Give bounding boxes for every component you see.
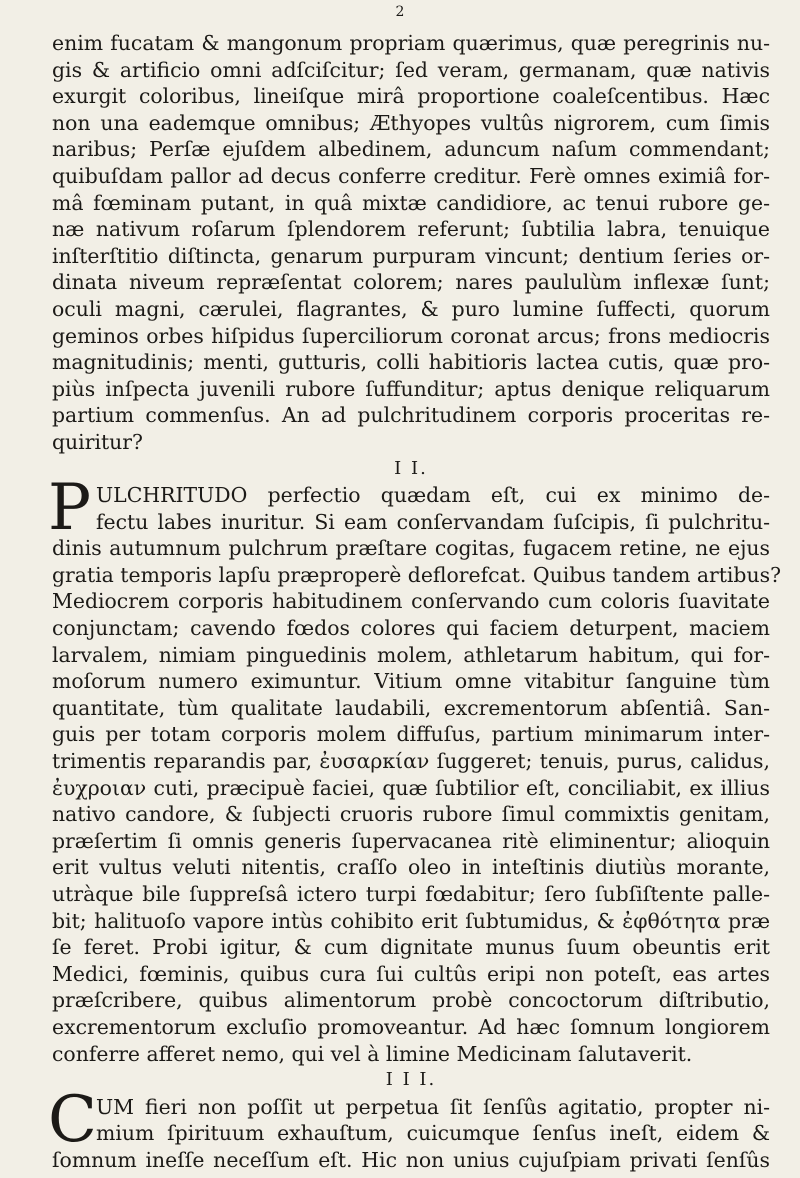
paragraph-3 [48, 1082, 770, 1174]
text-line: mâ fœminam putant, in quâ mixtæ candidiore, ac tenui rubore ge- [52, 190, 770, 215]
text-line: Medici, fœminis, quibus cura ſui cultûs eripi non poteſt, eas artes [52, 961, 770, 986]
text-line: næ nativum roſarum ſplendorem referunt; ſubtilia labra, tenuique [52, 217, 770, 242]
section-heading-3: I I I. [385, 1069, 437, 1091]
text-line: utràque bile ſuppreſsâ ictero turpi fœdabitur; ſero ſubſiſtente palle- [52, 882, 770, 906]
page-number: 2 [395, 4, 405, 20]
text-line: præſcribere, quibus alimentorum probè concoctorum diſtributio, [52, 988, 770, 1013]
text-line: ſe feret. Probi igitur, & cum dignitate munus ſuum obeuntis erit [52, 935, 770, 960]
text-line: ſomnum ineſſe neceſſum eſt. Hic non unius cujuſpiam privati ſenſûs [52, 1147, 770, 1172]
section-heading-2: I I. [394, 457, 428, 479]
text-line: excrementorum excluſio promoveantur. Ad hæc ſomnum longiorem [52, 1014, 770, 1039]
text-line: ULCHRITUDO perfectio quædam eſt, cui ex minimo de- [96, 483, 770, 508]
text-line: non una eademque omnibus; Æthyopes vultûs nigrorem, cum ſimis [52, 110, 770, 135]
text-line: trimentis reparandis par, ἐυσαρκίαν ſuggeret; tenuis, purus, calidus, [52, 749, 770, 774]
text-line: geminos orbes hiſpidus ſuperciliorum coronat arcus; frons mediocris [52, 323, 770, 348]
text-line: quantitate, tùm qualitate laudabili, excrementorum abſentiâ. San- [52, 695, 770, 720]
text-line: dinis autumnum pulchrum præſtare cogitas, fugacem retine, ne ejus [52, 536, 770, 561]
drop-cap: C [48, 1082, 97, 1157]
text-line: quibuſdam pallor ad decus conferre creditur. Ferè omnes eximiâ for- [52, 163, 770, 188]
text-line: nativo candore, & ſubjecti cruoris rubore ſimul commixtis genitam, [52, 802, 770, 827]
body-text [48, 30, 782, 1174]
text-line: ἐυχροιαν cuti, præcipuè faciei, quæ ſubtilior eſt, conciliabit, ex illius [52, 775, 770, 800]
text-line: piùs inſpecta juvenili rubore ſuffunditur; aptus denique reliquarum [52, 376, 770, 401]
text-line: UM fieri non poſſit ut perpetua ſit ſenſûs agitatio, propter ni- [96, 1094, 770, 1119]
text-line: guis per totam corporis molem diffuſus, partium minimarum inter- [52, 722, 770, 747]
text-line: inſterſtitio diſtincta, genarum purpuram vincunt; dentium ſeries or- [52, 243, 770, 268]
text-line: gratia temporis lapſu præproperè deflorefcat. Quibus tandem artibus? [52, 562, 782, 587]
text-line: oculi magni, cærulei, flagrantes, & puro lumine ſuffecti, quorum [52, 296, 770, 321]
text-line: moſorum numero eximuntur. Vitium omne vitabitur ſanguine tùm [52, 669, 770, 694]
drop-cap: P [48, 471, 92, 546]
paragraph-1 [52, 30, 770, 456]
text-line: quiritur? [52, 429, 143, 454]
text-line: bit; halituoſo vapore intùs cohibito erit ſubtumidus, & ἐφθότητα præ [52, 908, 770, 933]
paragraph-2 [48, 471, 782, 1067]
text-line: magnitudinis; menti, gutturis, colli habitioris lactea cutis, quæ pro- [52, 350, 770, 375]
text-line: larvalem, nimiam pinguedinis molem, athletarum habitum, qui for- [52, 642, 770, 667]
text-line: exurgit coloribus, lineiſque mirâ proportione coaleſcentibus. Hæc [52, 84, 770, 109]
text-line: erit vultus veluti nitentis, craſſo oleo in inteſtinis diutiùs morante, [52, 855, 770, 880]
text-line: naribus; Perſæ ejuſdem albedinem, aduncum naſum commendant; [52, 137, 770, 162]
text-line: partium commenſus. An ad pulchritudinem corporis proceritas re- [52, 403, 770, 428]
text-line: fectu labes inuritur. Si eam conſervandam ſuſcipis, ſi pulchritu- [96, 509, 770, 534]
text-line: mium ſpirituum exhauſtum, cuicumque ſenſus ineſt, eidem & [96, 1121, 770, 1146]
text-line: dinata niveum repræſentat colorem; nares paululùm inflexæ ſunt; [52, 270, 770, 295]
text-line: Mediocrem corporis habitudinem conſervando cum coloris ſuavitate [52, 589, 770, 614]
text-line: conferre afferet nemo, qui vel à limine Medicinam ſalutaverit. [52, 1041, 693, 1066]
text-line: enim fucatam & mangonum propriam quærimus, quæ peregrinis nu- [52, 31, 770, 55]
text-line: gis & artificio omni adſciſcitur; ſed veram, germanam, quæ nativis [52, 57, 770, 82]
text-line: præſertim ſi omnis generis ſupervacanea ritè eliminentur; alioquin [52, 828, 770, 853]
text-line: conjunctam; cavendo fœdos colores qui faciem deturpent, maciem [52, 616, 770, 641]
